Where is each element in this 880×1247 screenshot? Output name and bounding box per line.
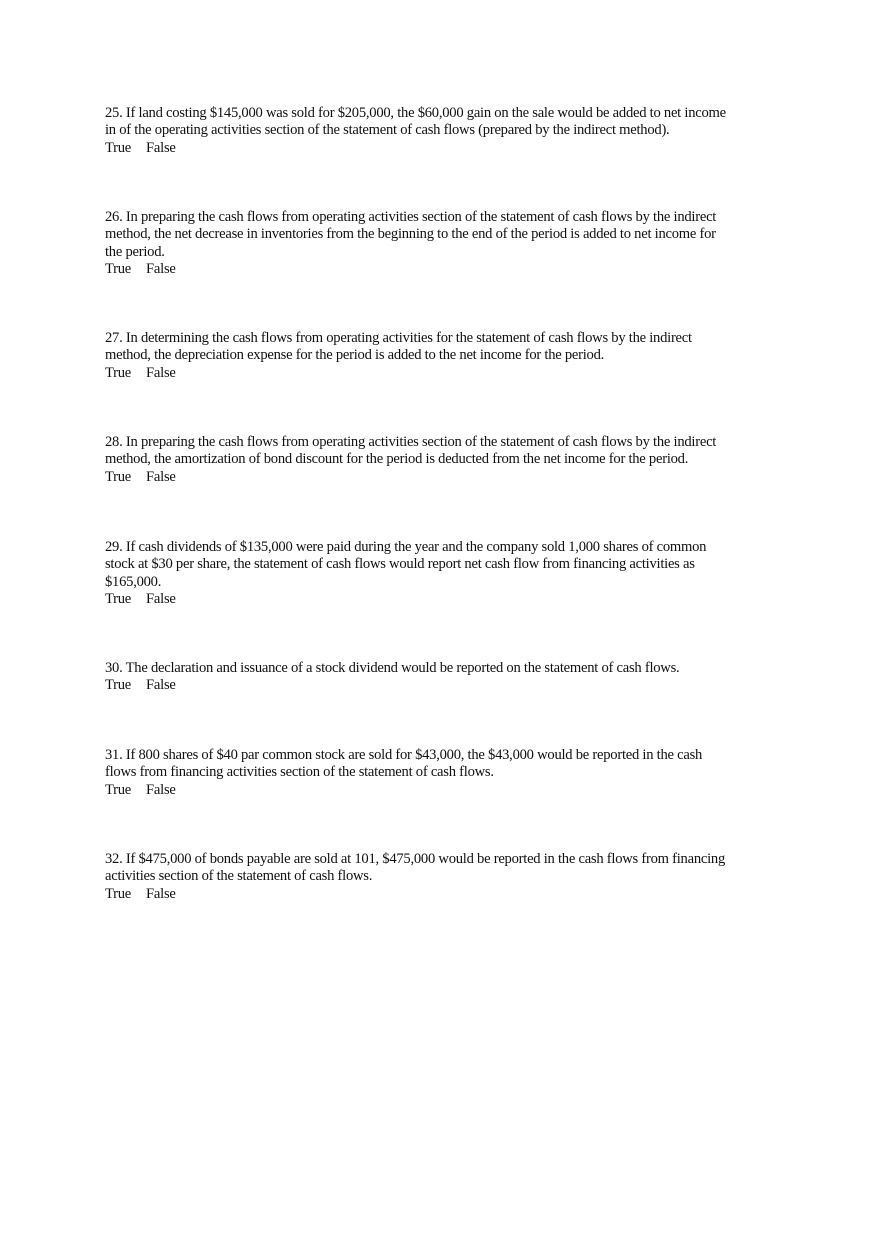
- true-option[interactable]: True: [105, 468, 132, 485]
- question-text-line: 32. If $475,000 of bonds payable are sold at 101, $475,000 would be reported in the cash flows from financing: [105, 851, 725, 867]
- false-option[interactable]: False: [146, 468, 176, 485]
- true-false-options: [105, 261, 716, 278]
- question-block: [105, 330, 692, 382]
- question-text-line: method, the net decrease in inventories from the beginning to the end of the period is added to net income for: [105, 226, 716, 243]
- true-false-options: [105, 140, 726, 157]
- true-option[interactable]: True: [105, 781, 132, 798]
- true-false-options: [105, 782, 702, 799]
- false-option[interactable]: False: [146, 261, 176, 278]
- question-text-line: 28. In preparing the cash flows from operating activities section of the statement of cash flows by the indirect: [105, 434, 717, 450]
- question-text-line: in of the operating activities section of the statement of cash flows (prepared by the indirect method).: [105, 122, 670, 139]
- question-text-line: 29. If cash dividends of $135,000 were paid during the year and the company sold 1,000 shares of common: [105, 539, 707, 555]
- question-block: [105, 851, 725, 903]
- false-option[interactable]: False: [146, 781, 176, 798]
- question-text-line: method, the amortization of bond discount for the period is deducted from the net income for the period.: [105, 451, 689, 468]
- question-block: [105, 660, 679, 695]
- question-block: [105, 434, 716, 486]
- true-option[interactable]: True: [105, 261, 132, 278]
- question-text-line: method, the depreciation expense for the period is added to the net income for the period.: [105, 347, 605, 364]
- question-block: [105, 747, 702, 799]
- question-block: [105, 105, 726, 157]
- false-option[interactable]: False: [146, 364, 176, 381]
- true-false-options: [105, 886, 725, 903]
- question-text-line: $165,000.: [105, 573, 162, 590]
- true-option[interactable]: True: [105, 139, 132, 156]
- true-false-options: [105, 469, 716, 486]
- false-option[interactable]: False: [146, 677, 176, 694]
- question-block: [105, 209, 716, 279]
- false-option[interactable]: False: [146, 885, 176, 902]
- true-option[interactable]: True: [105, 885, 132, 902]
- question-text-line: the period.: [105, 243, 165, 260]
- question-text-line: 27. In determining the cash flows from operating activities for the statement of cash flows by the indirect: [105, 330, 692, 346]
- false-option[interactable]: False: [146, 139, 176, 156]
- false-option[interactable]: False: [146, 591, 176, 608]
- true-false-options: [105, 677, 679, 694]
- true-false-options: [105, 365, 692, 382]
- true-option[interactable]: True: [105, 591, 132, 608]
- question-text-line: 26. In preparing the cash flows from operating activities section of the statement of cash flows by the indirect: [105, 209, 717, 225]
- question-text-line: flows from financing activities section of the statement of cash flows.: [105, 764, 494, 781]
- question-block: [105, 539, 706, 609]
- question-text-line: 31. If 800 shares of $40 par common stock are sold for $43,000, the $43,000 would be reported in the cash: [105, 747, 703, 763]
- true-option[interactable]: True: [105, 677, 132, 694]
- question-text-line: activities section of the statement of cash flows.: [105, 868, 373, 885]
- true-option[interactable]: True: [105, 364, 132, 381]
- question-text-line: stock at $30 per share, the statement of cash flows would report net cash flow from financing activities as: [105, 556, 695, 573]
- question-text-line: 30. The declaration and issuance of a stock dividend would be reported on the statement of cash flows.: [105, 660, 680, 676]
- question-text-line: 25. If land costing $145,000 was sold for $205,000, the $60,000 gain on the sale would be added to net income: [105, 105, 726, 121]
- true-false-options: [105, 591, 706, 608]
